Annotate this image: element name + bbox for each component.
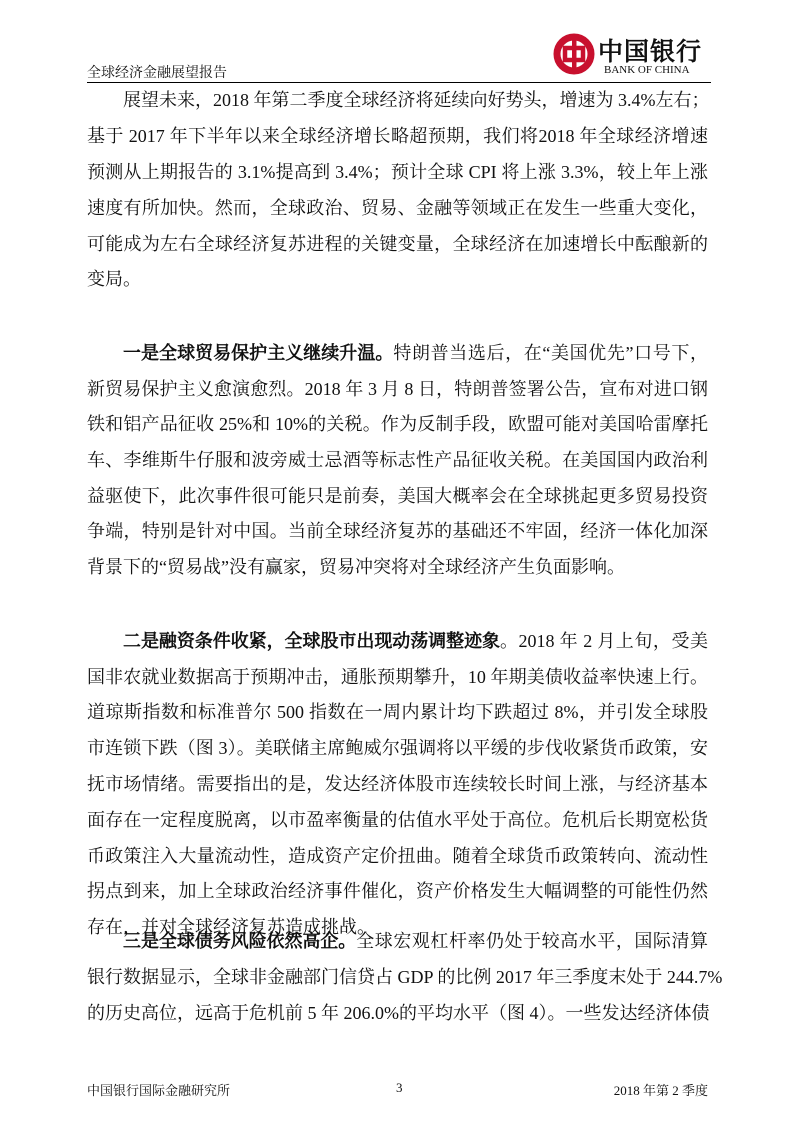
text-line: 预测从上期报告的 3.1%提高到 3.4%；预计全球 CPI 将上涨 3.3%，较上年上涨 (87, 162, 708, 182)
bank-of-china-emblem-icon (552, 32, 596, 76)
text-line: 基于 2017 年下半年以来全球经济增长略超预期，我们将2018 年全球经济增速 (87, 126, 708, 146)
paragraph-lead: 三是全球债务风险依然高企。 (123, 931, 357, 952)
text-line: 存在，并对全球经济复苏造成挑战。 (87, 917, 375, 937)
text-line: 背景下的“贸易战”没有赢家，贸易冲突将对全球经济产生负面影响。 (87, 557, 625, 577)
text-line: 面存在一定程度脱离，以市盈率衡量的估值水平处于高位。危机后长期宽松货 (87, 810, 708, 830)
text-line: 车、李维斯牛仔服和波旁威士忌酒等标志性产品征收关税。在美国国内政治利 (87, 450, 708, 470)
text-line: 速度有所加快。然而，全球政治、贸易、金融等领域正在发生一些重大变化， (87, 198, 708, 218)
text-line: 的历史高位，远高于危机前 5 年 206.0%的平均水平（图 4）。一些发达经济体债 (87, 1003, 710, 1023)
text-line: 币政策注入大量流动性，造成资产定价扭曲。随着全球货币政策转向、流动性 (87, 846, 708, 866)
text-line: 银行数据显示，全球非金融部门信贷占 GDP 的比例 2017 年三季度末处于 244.7% (87, 967, 723, 987)
text-line: 市连锁下跌（图 3）。美联储主席鲍威尔强调将以平缓的步伐收紧货币政策，安 (87, 738, 708, 758)
page-number: 3 (396, 1080, 403, 1095)
text-line: 二是融资条件收紧，全球股市出现动荡调整迹象。2018 年 2 月上旬，受美 (123, 631, 708, 652)
text-line: 一是全球贸易保护主义继续升温。特朗普当选后，在“美国优先”口号下， (123, 343, 709, 364)
text-line: 三是全球债务风险依然高企。全球宏观杠杆率仍处于较高水平，国际清算 (123, 931, 709, 952)
header-divider (87, 82, 711, 83)
paragraph-lead: 二是融资条件收紧，全球股市出现动荡调整迹象 (123, 631, 500, 652)
footer-organization: 中国银行国际金融研究所 (87, 1083, 231, 1098)
text-line: 铁和铝产品征收 25%和 10%的关税。作为反制手段，欧盟可能对美国哈雷摩托 (87, 414, 708, 434)
text-line: 可能成为左右全球经济复苏进程的关键变量，全球经济在加速增长中酝酿新的 (87, 234, 708, 254)
paragraph-lead: 一是全球贸易保护主义继续升温。 (123, 343, 394, 364)
text-line: 变局。 (87, 269, 141, 289)
text-line: 拐点到来，加上全球政治经济事件催化，资产价格发生大幅调整的可能性仍然 (87, 881, 708, 901)
text-line: 益驱使下，此次事件很可能只是前奏，美国大概率会在全球挑起更多贸易投资 (87, 486, 708, 506)
logo-text-en: BANK OF CHINA (604, 64, 690, 76)
text-line: 道琼斯指数和标准普尔 500 指数在一周内累计均下跌超过 8%，并引发全球股 (87, 702, 708, 722)
text-line: 新贸易保护主义愈演愈烈。2018 年 3 月 8 日，特朗普签署公告，宣布对进口钢 (87, 379, 708, 399)
text-line: 国非农就业数据高于预期冲击，通胀预期攀升，10 年期美债收益率快速上行。 (87, 667, 708, 687)
report-title: 全球经济金融展望报告 (87, 66, 227, 81)
bank-of-china-logo (552, 30, 712, 80)
footer-period: 2018 年第 2 季度 (613, 1083, 708, 1098)
logo-text-cn: 中国银行 (598, 37, 703, 66)
text-line: 争端，特别是针对中国。当前全球经济复苏的基础还不牢固，经济一体化加深 (87, 521, 708, 541)
text-line: 抚市场情绪。需要指出的是，发达经济体股市连续较长时间上涨，与经济基本 (87, 774, 708, 794)
text-line: 展望未来，2018 年第二季度全球经济将延续向好势头，增速为 3.4%左右； (123, 90, 710, 110)
